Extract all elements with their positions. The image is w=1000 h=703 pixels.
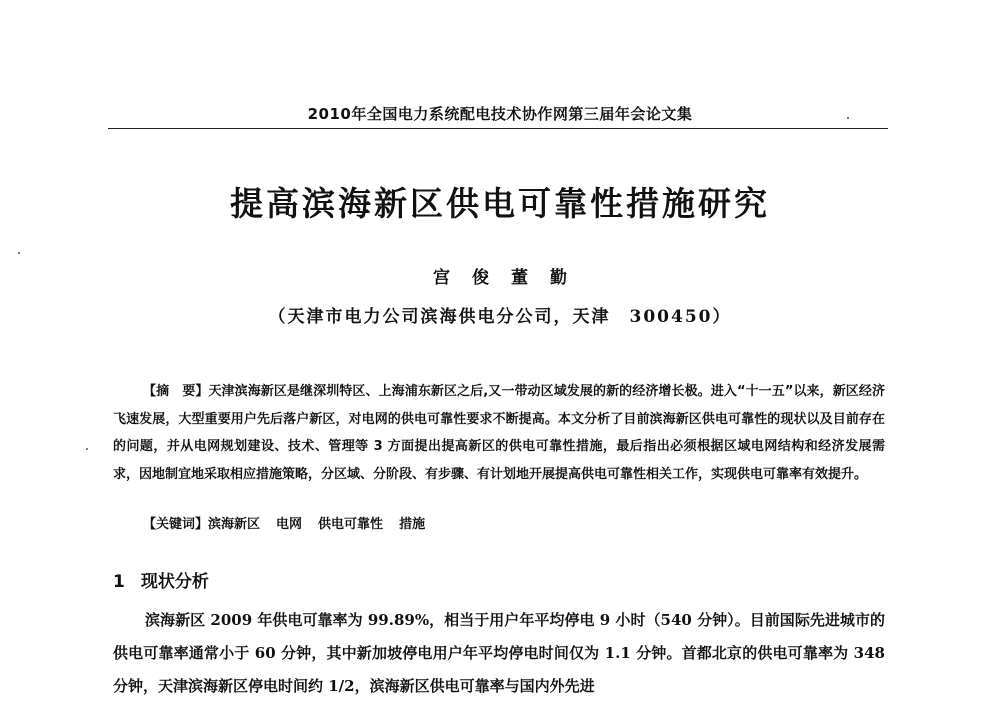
section-heading (113, 567, 209, 592)
keywords (143, 513, 883, 532)
header-rule (108, 128, 888, 129)
abstract (113, 378, 885, 488)
affiliation: （天津市电力公司滨海供电分公司，天津 300450） (268, 307, 732, 327)
section-title: 现状分析 (140, 572, 209, 592)
author-name: 宫俊 (433, 268, 511, 288)
scan-speck (18, 252, 20, 254)
keyword: 措施 (399, 517, 426, 532)
paper-title: 提高滨海新区供电可靠性措施研究 (230, 184, 770, 223)
abstract-text: 天津滨海新区是继深圳特区、上海浦东新区之后,又一带动区域发展的新的经济增长极。进入“十一五”以来，新区经济飞速发展，大型重要用户先后落户新区，对电网的供电可靠性要求不断提高。本文分析了目前滨海新区供电可靠性的现状以及目前存在的问题，并从电网规划建设、技术、管理等 3 方面提出提高新区的供电可靠性措施，最后指出必须根据区域电网结构和经济发展需求，因地制宜地采取相应措施策略，分区域、分阶段、有步骤、有计划地开展提高供电可靠性相关工作，实现供电可靠率有效提升。 (113, 384, 885, 482)
abstract-label: 【摘 要】 (143, 384, 209, 399)
authors (0, 263, 1000, 288)
keywords-label: 【关键词】 (143, 517, 209, 532)
keyword: 滨海新区 (208, 517, 261, 532)
running-header: 2010年全国电力系统配电技术协作网第三届年会论文集 (307, 105, 693, 123)
keyword: 供电可靠性 (318, 517, 384, 532)
section-number: 1 (113, 572, 125, 592)
scan-speck (847, 117, 849, 119)
body-paragraph: 滨海新区 2009 年供电可靠率为 99.89%，相当于用户年平均停电 9 小时（540 分钟）。目前国际先进城市的供电可靠率通常小于 60 分钟，其中新加坡停电用户年平均停电时间仅为 1.1 分钟。首都北京的供电可靠率为 348 分钟，天津滨海新区停电时间约 1/2，滨海新区供电可靠率与国内外先进 (113, 611, 885, 695)
keyword: 电网 (276, 517, 303, 532)
scan-speck (86, 448, 88, 450)
author-name: 董勤 (511, 268, 589, 288)
